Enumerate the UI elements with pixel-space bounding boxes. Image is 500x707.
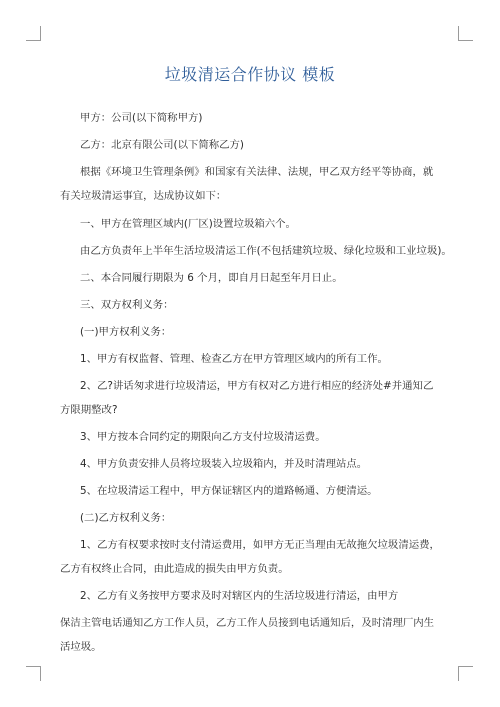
party-a-rights-heading: (一)甲方权利义务： [80,326,172,338]
page-corner-mark [458,26,473,41]
clause-2: 二、本合同履行期限为 6 个月，即自月日起至年月日止。 [80,272,343,284]
party-b-item-1: 1、乙方有权要求按时支付清运费用，如甲方无正当理由无故拖欠垃圾清运费，乙方有权终止合同，由此造成的损失由甲方负责。 [60,539,440,575]
party-b-item-2: 2、乙方有义务按甲方要求及时对辖区内的生活垃圾进行清运，由甲方 [80,590,399,602]
clause-3-heading: 三、双方权利义务： [80,299,174,311]
preamble-paragraph: 根据《环境卫生管理条例》和国家有关法律、法规，甲乙双方经平等协商，就有关垃圾清运事宜，达成协议如下： [60,166,434,202]
party-a-item-3: 3、甲方按本合同约定的期限向乙方支付垃圾清运费。 [80,431,326,443]
party-b-item-2-continued: 保洁主管电话通知乙方工作人员，乙方工作人员接到电话通知后，及时清理厂内生活垃圾。 [60,617,435,653]
page-corner-mark [26,666,41,681]
page-corner-mark [458,666,473,681]
page-corner-mark [26,26,41,41]
party-a-item-1: 1、甲方有权监督、管理、检查乙方在甲方管理区域内的所有工作。 [80,353,388,365]
party-a-item-4: 4、甲方负责安排人员将垃圾装入垃圾箱内，并及时清理站点。 [80,458,368,470]
document-title: 垃圾清运合作协议 模板 [164,65,336,84]
party-b-rights-heading: (二)乙方权利义务： [80,512,172,524]
party-b-line: 乙方：北京有限公司(以下简称乙方) [80,139,244,151]
clause-1: 一、甲方在管理区域内(厂区)设置垃圾箱六个。 [80,218,296,230]
party-a-item-2: 2、乙?讲话匆求进行垃圾清运，甲方有权对乙方进行相应的经济处#并通知乙方限期整改? [60,380,434,416]
party-a-item-5: 5、在垃圾清运工程中，甲方保证辖区内的道路畅通、方便清运。 [80,485,378,497]
clause-1-detail: 由乙方负责年上半年生活垃圾清运工作(不包括建筑垃圾、绿化垃圾和工业垃圾)。 [80,245,452,257]
party-a-line: 甲方：公司(以下简称甲方) [80,112,203,124]
